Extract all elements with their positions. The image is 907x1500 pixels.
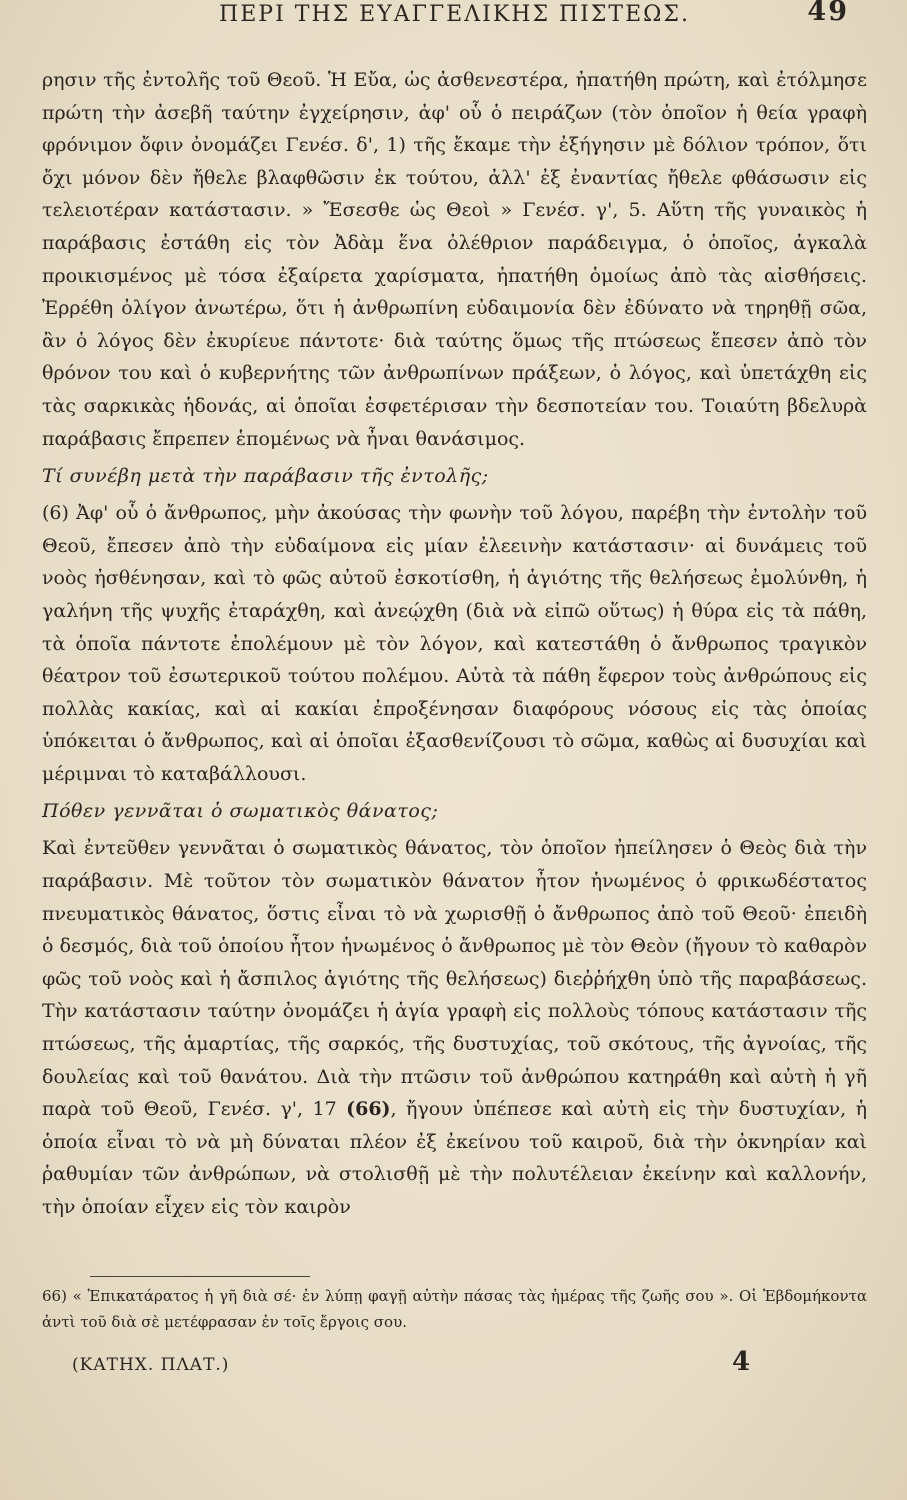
page-footer bbox=[42, 1346, 867, 1389]
section-heading-2: Πόθεν γεννᾶται ὁ σωματικὸς θάνατος; bbox=[42, 800, 439, 823]
section-heading-1: Τί συνέβη μετὰ τὴν παράβασιν τῆς ἐντολῆς; bbox=[42, 465, 489, 488]
page-number: 49 bbox=[807, 0, 849, 27]
paragraph-3-part-a: Καὶ ἐντεῦθεν γεννᾶται ὁ σωματικὸς θάνατος, τὸν ὁποῖον ἠπείλησεν ὁ Θεὸς διὰ τὴν παράβασιν. Μὲ τοῦτον τὸν σωματικὸν θάνατον ἦτον ἡνωμένος ὁ φρικωδέστατος πνευματικὸς θάνατος, ὅστις εἶναι τὸ νὰ χωρισθῇ ὁ ἄνθρωπος ἀπὸ τοῦ Θεοῦ· ἐπειδὴ ὁ δεσμός, διὰ τοῦ ὁποίου ἦτον ἡνωμένος ὁ ἄνθρωπος μὲ τὸν Θεὸν (ἤγουν τὸ καθαρὸν φῶς τοῦ νοὸς καὶ ἡ ἄσπιλος ἁγιότης τῆς θελήσεως) διεῤῥήχθη ὑπὸ τῆς παραβάσεως. Τὴν κατάστασιν ταύτην ὀνομάζει ἡ ἁγία γραφὴ εἰς πολλοὺς τόπους κατάστασιν τῆς πτώσεως, τῆς ἁμαρτίας, τῆς σαρκός, τῆς δυστυχίας, τοῦ σκότους, τῆς ἀγνοίας, τῆς δουλείας καὶ τοῦ θανάτου. Διὰ τὴν πτῶσιν τοῦ ἀνθρώπου κατηράθη καὶ αὐτὴ ἡ γῆ παρὰ τοῦ Θεοῦ, Γενέσ. γ', 17 bbox=[42, 837, 867, 1121]
footnote-reference: (66) bbox=[346, 1098, 391, 1121]
main-text bbox=[42, 64, 867, 1224]
paragraph-3 bbox=[42, 832, 867, 1223]
paragraph-3-part-b: , ἤγουν ὑπέπεσε καὶ αὐτὴ εἰς τὴν δυστυχίαν, ἡ ὁποία εἶναι τὸ νὰ μὴ δύναται πλέον ἐξ ἐκείνου τοῦ καιροῦ, διὰ τὴν ὀκνηρίαν καὶ ῥαθυμίαν τῶν ἀνθρώπων, νὰ στολισθῇ μὲ τὴν πολυτέλειαν ἐκείνην καὶ καλλονήν, τὴν ὁποίαν εἶχεν εἰς τὸν καιρὸν bbox=[42, 1098, 867, 1218]
running-title: ΠΕΡΙ ΤΗΣ ΕΥΑΓΓΕΛΙΚΗΣ ΠΙΣΤΕΩΣ. bbox=[219, 2, 690, 27]
running-head bbox=[42, 0, 867, 42]
signature-mark: (ΚΑΤΗΧ. ΠΛΑΤ.) bbox=[72, 1354, 230, 1375]
paragraph-1: ρησιν τῆς ἐντολῆς τοῦ Θεοῦ. Ἡ Εὔα, ὡς ἀσθενεστέρα, ἠπατήθη πρώτη, καὶ ἐτόλμησε πρώτη τὴν ἀσεβῆ ταύτην ἐγχείρησιν, ἀφ' οὗ ὁ πειράζων (τὸν ὁποῖον ἡ θεία γραφὴ φρόνιμον ὄφιν ὀνομάζει Γενέσ. δ', 1) τῆς ἔκαμε τὴν ἐξήγησιν μὲ δόλιον τρόπον, ὅτι ὄχι μόνον δὲν ἤθελε βλαφθῶσιν ἐκ τούτου, ἀλλ' ἐξ ἐναντίας ἤθελε φθάσωσιν εἰς τελειοτέραν κατάστασιν. » Ἔσεσθε ὡς Θεοὶ » Γενέσ. γ', 5. Αὕτη τῆς γυναικὸς ἡ παράβασις ἐστάθη εἰς τὸν Ἀδὰμ ἕνα ὀλέθριον παράδειγμα, ὁ ὁποῖος, ἀγκαλὰ προικισμένος μὲ τόσα ἐξαίρετα χαρίσματα, ἠπατήθη ὁμοίως ἀπὸ τὰς αἰσθήσεις. Ἐρρέθη ὀλίγον ἀνωτέρω, ὅτι ἡ ἀνθρωπίνη εὐδαιμονία δὲν ἐδύνατο νὰ τηρηθῇ σῶα, ἂν ὁ λόγος δὲν ἐκυρίευε πάντοτε· διὰ ταύτης ὅμως τῆς πτώσεως ἔπεσεν ἀπὸ τὸν θρόνον του καὶ ὁ κυβερνήτης τῶν ἀνθρωπίνων πράξεων, ὁ λόγος, καὶ ὑπετάχθη εἰς τὰς σαρκικὰς ἡδονάς, αἱ ὁποῖαι ἐσφετέρισαν τὴν δεσποτείαν του. Τοιαύτη βδελυρὰ παράβασις ἔπρεπεν ἑπομένως νὰ ἦναι θανάσιμος. bbox=[42, 69, 867, 450]
footnote-divider bbox=[90, 1276, 310, 1277]
paragraph-2: (6) Ἀφ' οὗ ὁ ἄνθρωπος, μὴν ἀκούσας τὴν φωνὴν τοῦ λόγου, παρέβη τὴν ἐντολὴν τοῦ Θεοῦ, ἔπεσεν ἀπὸ τὴν εὐδαίμονα εἰς μίαν ἐλεεινὴν κατάστασιν· αἱ δυνάμεις τοῦ νοὸς ἠσθένησαν, καὶ τὸ φῶς αὐτοῦ ἐσκοτίσθη, ἡ ἁγιότης τῆς θελήσεως ἐμολύνθη, ἡ γαλήνη τῆς ψυχῆς ἐταράχθη, καὶ ἀνεῴχθη (διὰ νὰ εἰπῶ οὕτως) ἡ θύρα εἰς τὰ πάθη, τὰ ὁποῖα πάντοτε ἐπολέμουν μὲ τὸν λόγον, καὶ κατεστάθη ὁ ἄνθρωπος τραγικὸν θέατρον τοῦ ἐσωτερικοῦ τούτου πολέμου. Αὐτὰ τὰ πάθη ἔφερον τοὺς ἀνθρώπους εἰς πολλὰς κακίας, καὶ αἱ κακίαι ἐπροξένησαν διαφόρους νόσους εἰς τὰς ὁποίας ὑπόκειται ὁ ἄνθρωπος, καὶ αἱ ὁποῖαι ἐξασθενίζουσι τὸ σῶμα, καθὼς αἱ δυσυχίαι καὶ μέριμναι τὸ καταβάλλουσι. bbox=[42, 502, 867, 785]
footnote-66: 66) « Ἐπικατάρατος ἡ γῆ διὰ σέ· ἐν λύπῃ φαγῇ αὐτὴν πάσας τὰς ἡμέρας τῆς ζωῆς σου ». Οἱ Ἑβδομήκοντα ἀντὶ τοῦ διὰ σὲ μετέφρασαν ἐν τοῖς ἔργοις σου. bbox=[42, 1286, 867, 1331]
sheet-number: 4 bbox=[732, 1346, 752, 1377]
